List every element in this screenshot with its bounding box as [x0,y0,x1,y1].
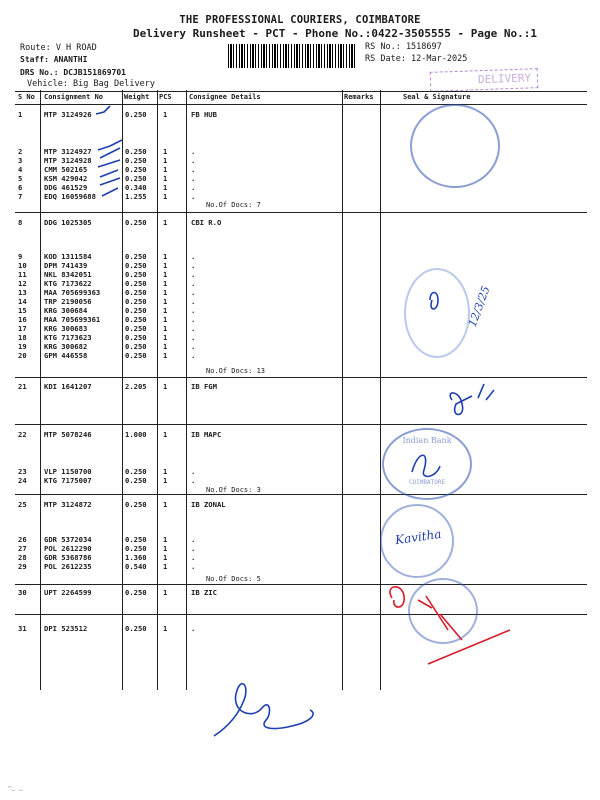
row-weight: 0.340 [125,183,147,192]
row-consignee: FB HUB [191,110,217,119]
row-sno: 4 [18,165,23,174]
docs-count: No.Of Docs: 5 [206,575,261,583]
row-consignment: KRG 300682 [44,342,88,351]
row-sno: 23 [18,467,27,476]
row-consignment: MTP 3124926 [44,110,92,119]
row-consignee: . [191,476,196,485]
row-consignment: POL 2612235 [44,562,92,571]
row-consignee: . [191,333,196,342]
row-sno: 16 [18,315,27,324]
row-weight: 0.250 [125,165,147,174]
row-consignee: . [191,165,196,174]
row-sno: 12 [18,279,27,288]
row-consignment: VLP 1150700 [44,467,92,476]
row-pcs: 1 [163,306,168,315]
route-label: Route: V H ROAD [20,43,97,53]
row-consignment: GDR 5372034 [44,535,92,544]
row-consignment: UPT 2264599 [44,588,92,597]
footer-mark: ⌒‿ ‿ [8,784,23,791]
row-consignee: . [191,252,196,261]
row-consignee: IB FGM [191,382,217,391]
docs-count: No.Of Docs: 7 [206,201,261,209]
row-consignee: . [191,306,196,315]
row-sno: 8 [18,218,23,227]
row-consignment: CMM 502165 [44,165,88,174]
row-weight: 0.250 [125,544,147,553]
row-sno: 13 [18,288,27,297]
row-weight: 0.250 [125,500,147,509]
row-consignee: . [191,261,196,270]
row-consignment: KRG 300683 [44,324,88,333]
row-consignment: DPM 741439 [44,261,88,270]
handwritten-date: 12/3/25 [465,284,493,329]
red-signature [418,596,462,640]
row-weight: 0.250 [125,476,147,485]
row-sno: 1 [18,110,23,119]
row-pcs: 1 [163,183,168,192]
row-pcs: 1 [163,270,168,279]
row-weight: 0.250 [125,110,147,119]
row-weight: 1.000 [125,430,147,439]
row-pcs: 1 [163,297,168,306]
tick-mark [100,178,120,185]
row-consignee: IB MAPC [191,430,222,439]
row-consignee: . [191,183,196,192]
row-pcs: 1 [163,218,168,227]
row-sno: 9 [18,252,23,261]
row-sno: 3 [18,156,23,165]
row-pcs: 1 [163,174,168,183]
row-weight: 0.250 [125,588,147,597]
row-sno: 22 [18,430,27,439]
row-weight: 1.255 [125,192,147,201]
row-consignment: DPI 523512 [44,624,88,633]
row-sno: 7 [18,192,23,201]
row-consignee: . [191,174,196,183]
row-weight: 2.205 [125,382,147,391]
row-consignment: EDQ 16059688 [44,192,96,201]
row-consignment: MTP 3124927 [44,147,92,156]
drs-number: DRS No.: DCJB151869701 [20,68,126,77]
vehicle-label: Vehicle: Big Bag Delivery [27,79,155,89]
row-consignee: . [191,288,196,297]
runsheet-subtitle: Delivery Runsheet - PCT - Phone No.:0422-3505555 - Page No.:1 [133,27,537,40]
docs-count: No.Of Docs: 13 [206,367,266,375]
stamp-city: COIMBATORE [408,479,446,486]
row-sno: 28 [18,553,27,562]
row-sno: 29 [18,562,27,571]
row-consignment: KTG 7173623 [44,333,92,342]
row-consignment: NKL 8342051 [44,270,92,279]
row-sno: 10 [18,261,27,270]
row-pcs: 1 [163,467,168,476]
row-consignee: . [191,544,196,553]
row-pcs: 1 [163,288,168,297]
row-weight: 0.250 [125,252,147,261]
row-weight: 0.250 [125,174,147,183]
rs-number: RS No.: 1518697 [365,42,442,52]
row-pcs: 1 [163,252,168,261]
row-sno: 27 [18,544,27,553]
row-sno: 25 [18,500,27,509]
row-consignee: . [191,562,196,571]
col-consignee: Consignee Details [189,93,261,101]
row-weight: 0.250 [125,156,147,165]
tick-mark [100,148,120,158]
row-consignee: . [191,270,196,279]
row-consignment: KDI 1641207 [44,382,92,391]
row-pcs: 1 [163,382,168,391]
row-pcs: 1 [163,476,168,485]
row-consignment: KOD 1311584 [44,252,92,261]
row-pcs: 1 [163,553,168,562]
row-consignment: KTG 7173622 [44,279,92,288]
col-sno: S No [18,93,35,101]
rs-date: RS Date: 12-Mar-2025 [365,54,468,64]
row-pcs: 1 [163,279,168,288]
row-pcs: 1 [163,147,168,156]
row-consignment: MAA 705699363 [44,288,101,297]
row-sno: 2 [18,147,23,156]
row-consignee: . [191,297,196,306]
red-signature [390,587,404,607]
row-consignment: MTP 3124872 [44,500,92,509]
col-seal: Seal & Signature [403,93,471,101]
row-consignee: . [191,279,196,288]
row-consignee: . [191,351,196,360]
row-sno: 30 [18,588,27,597]
row-sno: 5 [18,174,23,183]
row-pcs: 1 [163,588,168,597]
row-weight: 0.250 [125,147,147,156]
row-weight: 0.250 [125,279,147,288]
tick-mark [102,188,118,196]
row-sno: 17 [18,324,27,333]
col-weight: Weight [124,93,150,101]
row-consignee: . [191,324,196,333]
tick-mark [100,170,118,177]
row-sno: 31 [18,624,27,633]
row-pcs: 1 [163,261,168,270]
row-weight: 0.250 [125,467,147,476]
row-weight: 0.250 [125,324,147,333]
row-weight: 1.360 [125,553,147,562]
row-pcs: 1 [163,624,168,633]
row-weight: 0.250 [125,624,147,633]
row-sno: 21 [18,382,27,391]
row-consignee: . [191,147,196,156]
signature-mark [450,393,472,415]
row-consignee: . [191,315,196,324]
row-consignment: KRG 300684 [44,306,88,315]
row-pcs: 1 [163,342,168,351]
row-consignment: MTP 3124928 [44,156,92,165]
row-pcs: 1 [163,324,168,333]
row-pcs: 1 [163,165,168,174]
row-sno: 20 [18,351,27,360]
signature-mark [412,455,440,476]
row-weight: 0.250 [125,306,147,315]
row-consignee: . [191,467,196,476]
company-name: THE PROFESSIONAL COURIERS, COIMBATORE [179,14,421,26]
row-pcs: 1 [163,156,168,165]
row-consignee: . [191,192,196,201]
row-pcs: 1 [163,192,168,201]
row-sno: 19 [18,342,27,351]
tick-mark [98,160,120,167]
row-weight: 0.250 [125,218,147,227]
delivery-stamp-text: DELIVERY [477,71,532,87]
row-sno: 15 [18,306,27,315]
row-consignee: . [191,624,196,633]
row-pcs: 1 [163,333,168,342]
row-sno: 18 [18,333,27,342]
signature-mark [478,384,494,400]
row-pcs: 1 [163,535,168,544]
row-consignment: DDG 461529 [44,183,88,192]
row-pcs: 1 [163,430,168,439]
row-weight: 0.250 [125,333,147,342]
row-weight: 0.250 [125,261,147,270]
col-consignment: Consignment No [44,93,104,101]
row-consignee: . [191,553,196,562]
signature-initial [430,293,438,310]
row-weight: 0.250 [125,288,147,297]
row-consignee: CBI R.O [191,218,222,227]
row-consignment: DDG 1025305 [44,218,92,227]
handwritten-name: Kavitha [394,526,443,548]
row-sno: 11 [18,270,27,279]
tick-mark [96,106,110,114]
row-consignment: KSM 429042 [44,174,88,183]
docs-count: No.Of Docs: 3 [206,486,261,494]
row-weight: 0.250 [125,315,147,324]
staff-label: Staff: ANANTHI [20,55,88,64]
row-consignment: GDR 5368786 [44,553,92,562]
row-consignee: IB ZIC [191,588,217,597]
row-consignee: . [191,535,196,544]
row-pcs: 1 [163,562,168,571]
row-consignment: KTG 7175007 [44,476,92,485]
red-line [428,630,510,664]
row-consignment: MTP 5078246 [44,430,92,439]
row-pcs: 1 [163,351,168,360]
row-consignment: MAA 705699361 [44,315,101,324]
row-consignment: POL 2612290 [44,544,92,553]
row-weight: 0.250 [125,342,147,351]
row-consignee: . [191,156,196,165]
row-sno: 26 [18,535,27,544]
row-pcs: 1 [163,500,168,509]
staff-signature [214,684,313,736]
row-weight: 0.540 [125,562,147,571]
row-consignee: IB ZONAL [191,500,226,509]
col-remarks: Remarks [344,93,374,101]
row-weight: 0.250 [125,297,147,306]
row-weight: 0.250 [125,270,147,279]
row-pcs: 1 [163,110,168,119]
row-weight: 0.250 [125,535,147,544]
stamp-bank-name: Indian Bank [402,436,452,445]
row-consignment: TRP 2190056 [44,297,92,306]
row-pcs: 1 [163,315,168,324]
row-consignee: . [191,342,196,351]
row-sno: 14 [18,297,27,306]
row-consignment: GPM 446558 [44,351,88,360]
col-pcs: PCS [159,93,172,101]
row-sno: 6 [18,183,23,192]
row-weight: 0.250 [125,351,147,360]
row-sno: 24 [18,476,27,485]
row-pcs: 1 [163,544,168,553]
